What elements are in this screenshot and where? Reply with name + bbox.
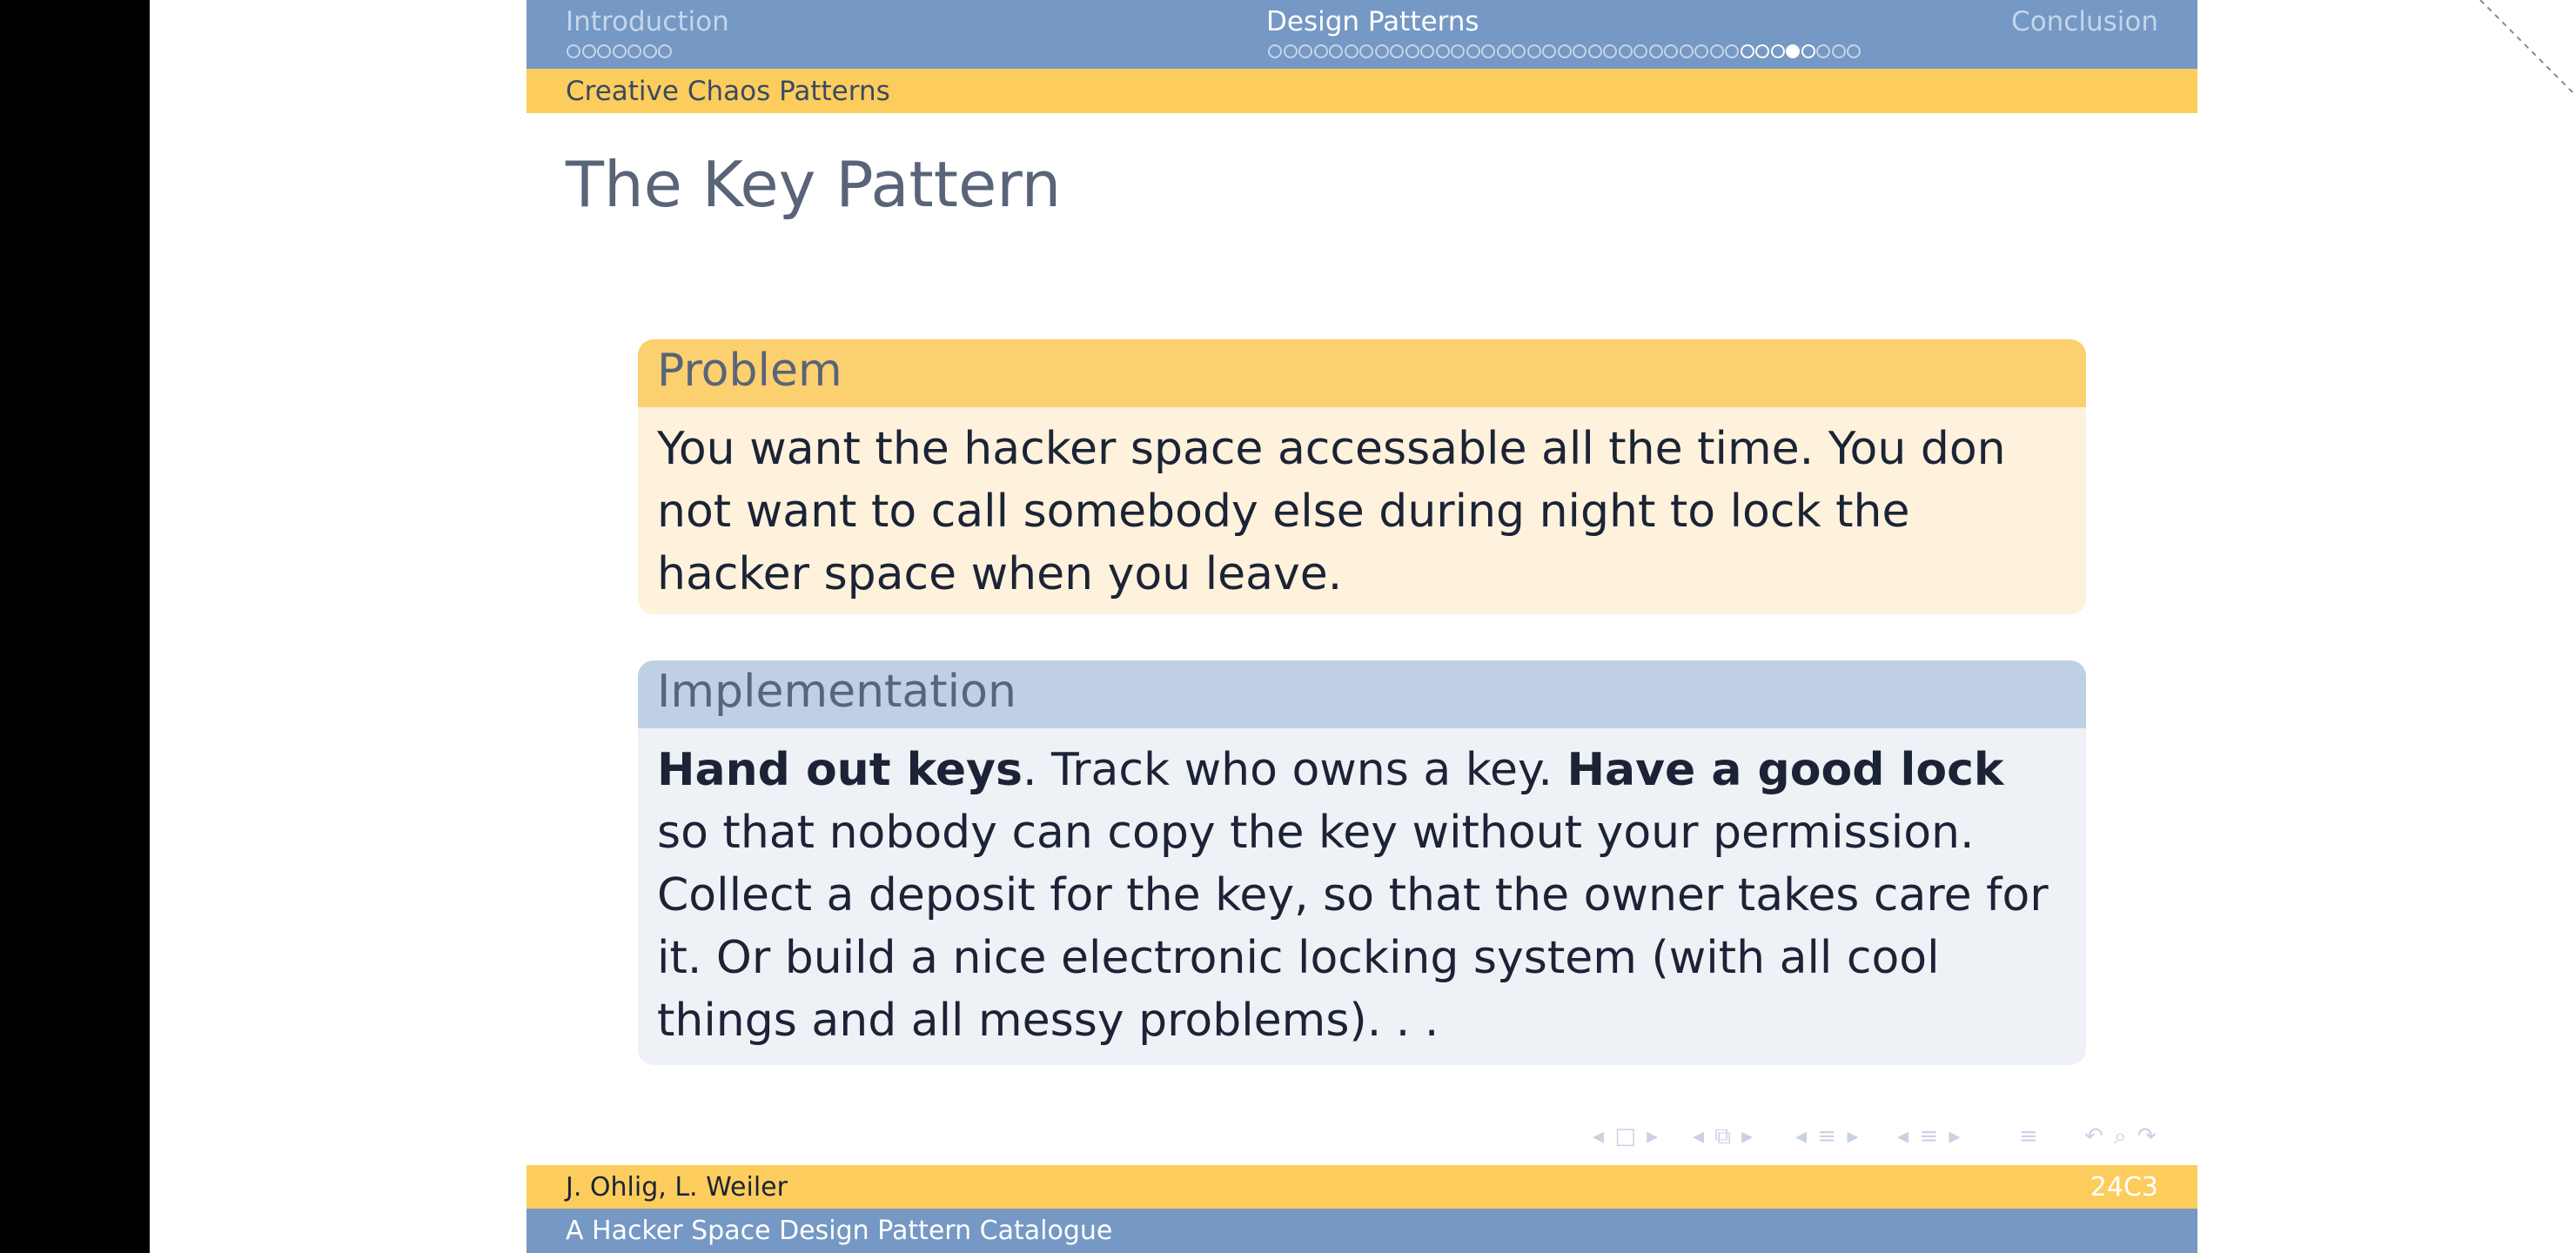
frame-dot[interactable] <box>1603 44 1617 58</box>
frame-dot[interactable] <box>567 44 580 58</box>
frame-title: The Key Pattern <box>566 148 1062 221</box>
footer-title-bar <box>527 1209 2197 1253</box>
frame-dot[interactable] <box>1527 44 1541 58</box>
frame-dot[interactable] <box>1725 44 1739 58</box>
nav-section-introduction[interactable]: Introduction <box>566 6 729 37</box>
frame-dot[interactable] <box>1633 44 1647 58</box>
frame-dot[interactable] <box>1801 44 1815 58</box>
frame-dot[interactable] <box>1329 44 1343 58</box>
frame-dot[interactable] <box>1268 44 1282 58</box>
frame-dot[interactable] <box>1816 44 1830 58</box>
frame-dot[interactable] <box>1390 44 1404 58</box>
frame-dot[interactable] <box>1359 44 1373 58</box>
frame-dot[interactable] <box>1436 44 1450 58</box>
problem-block-body: You want the hacker space accessable all the time. You don not want to call somebody else during night to lock the hacker space when you leave. <box>657 423 2006 600</box>
implementation-bold-keys: Hand out keys <box>657 744 1023 796</box>
frame-dot[interactable] <box>658 44 672 58</box>
page-corner-fold <box>2472 0 2576 104</box>
frame-dot[interactable] <box>1832 44 1846 58</box>
implementation-text-2: so that nobody can copy the key without your permission. Collect a deposit for the key, so that the owner takes care for it. Or build a nice electronic locking system (with all cool things and all messy problems). . . <box>657 807 2049 1047</box>
nav-search-icon[interactable]: ↶ ⌕ ↷ <box>2084 1123 2158 1149</box>
slide <box>527 0 2197 1253</box>
frame-dot[interactable] <box>1573 44 1587 58</box>
frame-dot[interactable] <box>613 44 627 58</box>
frame-dot[interactable] <box>627 44 641 58</box>
nav-subsection2-icon[interactable]: ◂ ≡ ▸ <box>1897 1123 1962 1149</box>
frame-dot[interactable] <box>1588 44 1602 58</box>
nav-section-design-patterns[interactable]: Design Patterns <box>1266 6 1479 37</box>
nav-frame-icon[interactable]: ◂ □ ▸ <box>1593 1123 1660 1149</box>
footer-authors: J. Ohlig, L. Weiler <box>566 1172 788 1203</box>
frame-dot[interactable] <box>1481 44 1495 58</box>
footer-author-bar <box>527 1165 2197 1209</box>
intro-frame-dots <box>567 44 672 58</box>
subsection-label[interactable]: Creative Chaos Patterns <box>566 76 890 107</box>
frame-dot[interactable] <box>1375 44 1389 58</box>
frame-dot[interactable] <box>1649 44 1663 58</box>
frame-dot[interactable] <box>1771 44 1785 58</box>
problem-block <box>638 339 2086 614</box>
frame-dot[interactable] <box>1512 44 1526 58</box>
frame-dot[interactable] <box>1466 44 1480 58</box>
frame-dot[interactable] <box>1558 44 1572 58</box>
frame-dot[interactable] <box>1345 44 1358 58</box>
footer-talk-title: A Hacker Space Design Pattern Catalogue <box>566 1216 1113 1246</box>
frame-dot[interactable] <box>582 44 596 58</box>
frame-dot[interactable] <box>1847 44 1861 58</box>
problem-block-title: Problem <box>638 339 2086 407</box>
frame-dot[interactable] <box>1451 44 1465 58</box>
frame-dot[interactable] <box>1420 44 1434 58</box>
footer-page-number: 24C3 <box>2090 1172 2158 1203</box>
frame-dot[interactable] <box>1755 44 1769 58</box>
implementation-block-body <box>638 728 2086 1052</box>
subsection-bar <box>527 69 2197 113</box>
nav-section-conclusion[interactable]: Conclusion <box>2011 6 2158 37</box>
nav-section-icon[interactable]: ◂ ≡ ▸ <box>1795 1123 1861 1149</box>
frame-dot[interactable] <box>1741 44 1754 58</box>
frame-dot[interactable] <box>1497 44 1511 58</box>
frame-dot[interactable] <box>1664 44 1678 58</box>
frame-dot[interactable] <box>1680 44 1694 58</box>
frame-dot[interactable] <box>1405 44 1419 58</box>
left-margin <box>0 0 150 1253</box>
section-navigation-bar <box>527 0 2197 69</box>
frame-dot[interactable] <box>1298 44 1312 58</box>
frame-dot[interactable] <box>643 44 657 58</box>
frame-dot[interactable] <box>1619 44 1633 58</box>
nav-subsection-icon[interactable]: ◂ ⧉ ▸ <box>1693 1123 1755 1149</box>
nav-toc-icon[interactable]: ≡ <box>2019 1123 2040 1149</box>
design-frame-dots <box>1268 44 1861 58</box>
frame-dot[interactable] <box>1284 44 1298 58</box>
frame-dot[interactable] <box>1786 44 1800 58</box>
implementation-bold-lock: Have a good lock <box>1566 744 2004 796</box>
implementation-block-title: Implementation <box>638 660 2086 728</box>
frame-dot[interactable] <box>597 44 611 58</box>
implementation-text-1: . Track who owns a key. <box>1022 744 1567 796</box>
frame-dot[interactable] <box>1314 44 1328 58</box>
frame-dot[interactable] <box>1694 44 1708 58</box>
frame-dot[interactable] <box>1710 44 1724 58</box>
frame-dot[interactable] <box>1542 44 1556 58</box>
implementation-block <box>638 660 2086 1065</box>
